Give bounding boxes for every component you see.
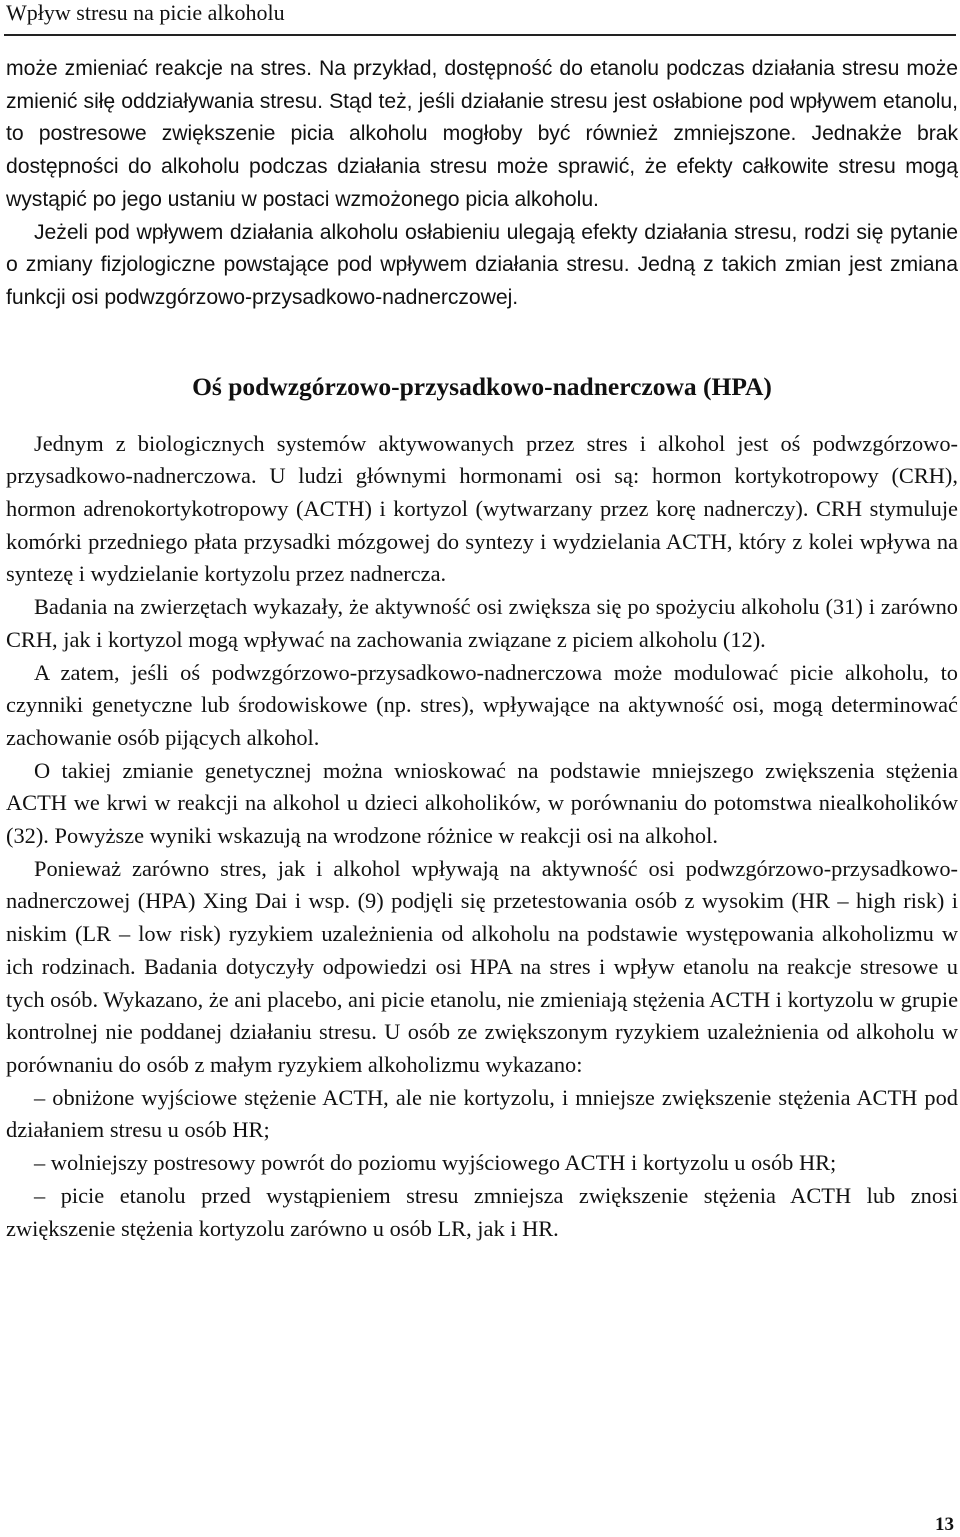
intro-paragraph-2: Jeżeli pod wpływem działania alkoholu osłabieniu ulegają efekty działania stresu, rodzi się pytanie o zmiany fizjologiczne powstające pod wpływem działania stresu. Jedną z takich zmian jest zmiana funkcji osi podwzgórzowo-przysadkowo-nadnerczowej. xyxy=(6,220,958,309)
section-paragraph-3: A zatem, jeśli oś podwzgórzowo-przysadkowo-nadnerczowa może modulować picie alkoholu, to czynniki genetyczne lub środowiskowe (np. stres), wpływające na aktywność osi, mogą determinować zachowanie osób pijących alkohol. xyxy=(6,659,958,750)
section-paragraph-4: O takiej zmianie genetycznej można wnioskować na podstawie mniejszego zwiększenia stężenia ACTH we krwi w reakcji na alkohol u dzieci alkoholików, w porównaniu do potomstwa niealkoholików (32). Powyższe wyniki wskazują na wrodzone różnice w reakcji osi na alkohol. xyxy=(6,757,958,849)
page-body xyxy=(6,53,958,1245)
findings-list-item: – picie etanolu przed wystąpieniem stresu zmniejsza zwiększenie stężenia ACTH lub znosi zwiększenie stężenia kortyzolu zarówno u osób LR, jak i HR. xyxy=(6,1182,958,1241)
findings-list-item: – obniżone wyjściowe stężenie ACTH, ale nie kortyzolu, i mniejsze zwiększenie stężenia ACTH pod działaniem stresu u osób HR; xyxy=(6,1084,958,1143)
running-header xyxy=(4,0,956,36)
section-heading: Oś podwzgórzowo-przysadkowo-nadnerczowa (HPA) xyxy=(192,371,772,401)
findings-list-item: – wolniejszy postresowy powrót do poziomu wyjściowego ACTH i kortyzolu u osób HR; xyxy=(34,1150,837,1176)
section-paragraph-1: Jednym z biologicznych systemów aktywowanych przez stres i alkohol jest oś podwzgórzowo-przysadkowo-nadnerczowa. U ludzi głównymi hormonami osi są: hormon kortykotropowy (CRH), hormon adrenokortykotropowy (ACTH) i kortyzol (wytwarzany przez korę nadnerczy). CRH stymuluje komórki przedniego płata przysadki mózgowej do syntezy i wydzielania ACTH, który z kolei wpływa na syntezę i wydzielanie kortyzolu przez nadnercza. xyxy=(6,430,958,587)
intro-paragraph-1: może zmieniać reakcje na stres. Na przykład, dostępność do etanolu podczas działania stresu może zmienić siłę oddziaływania stresu. Stąd też, jeśli działanie stresu jest osłabione pod wpływem etanolu, to postresowe zwiększenie picia alkoholu mogłoby być również zmniejszone. Jednakże brak dostępności do alkoholu podczas działania stresu może sprawić, że efekty całkowite stresu mogą wystąpić po jego ustaniu w postaci wzmożonego picia alkoholu. xyxy=(6,57,958,211)
section-paragraph-2: Badania na zwierzętach wykazały, że aktywność osi zwiększa się po spożyciu alkoholu (31) i zarówno CRH, jak i kortyzol mogą wpływać na zachowania związane z piciem alkoholu (12). xyxy=(6,594,958,652)
section-paragraph-5: Ponieważ zarówno stres, jak i alkohol wpływają na aktywność osi podwzgórzowo-przysadkowo-nadnerczowej (HPA) Xing Dai i wsp. (9) podjęli się przetestowania osób z wysokim (HR – high risk) i niskim (LR – low risk) ryzykiem uzależnienia od alkoholu na podstawie występowania alkoholizmu w ich rodzinach. Badania dotyczyły odpowiedzi osi HPA na stres i wpływ etanolu na reakcje stresowe u tych osób. Wykazano, że ani placebo, ani picie etanolu, nie zmieniają stężenia ACTH i kortyzolu w grupie kontrolnej nie poddanej działaniu stresu. U osób ze zwiększonym ryzykiem uzależnienia od alkoholu w porównaniu do osób z małym ryzykiem alkoholizmu wykazano: xyxy=(6,855,959,1077)
page-number: 13 xyxy=(935,1514,954,1535)
running-head-title: Wpływ stresu na picie alkoholu xyxy=(6,0,285,25)
